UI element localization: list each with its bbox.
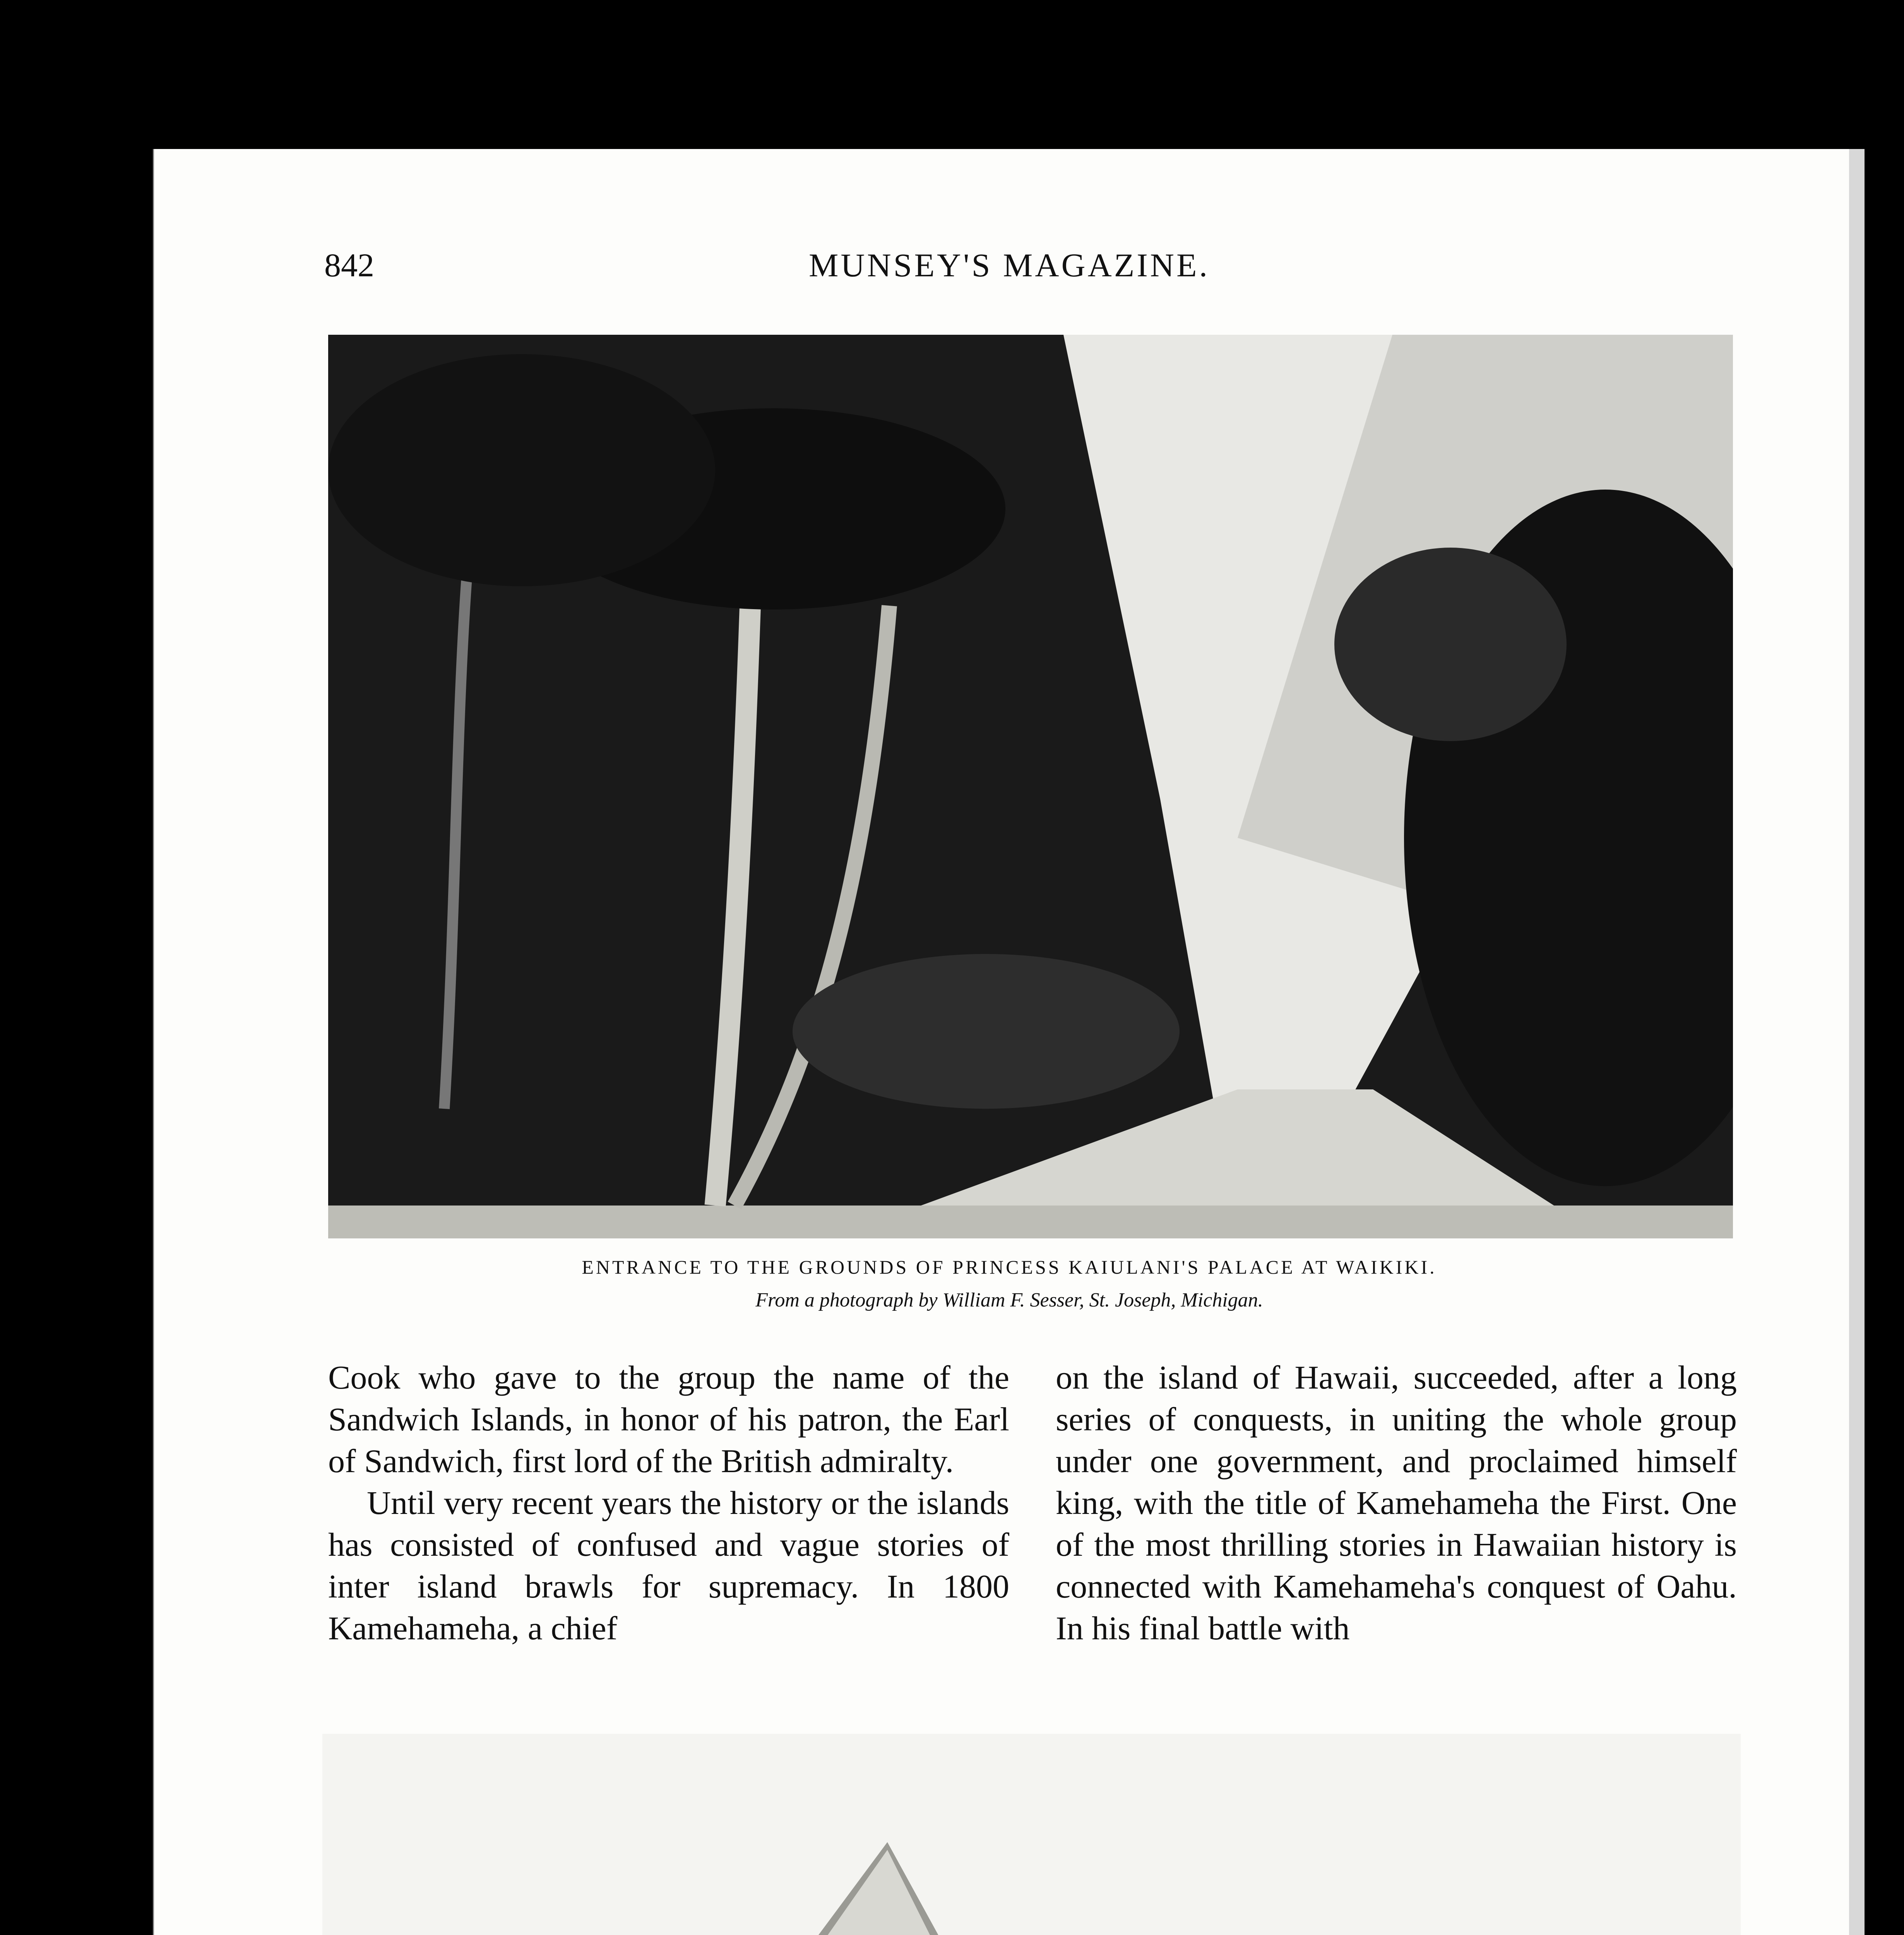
paragraph: on the island of Hawaii, succeeded, after a long series of conquests, in uniting the whole group under one government, and proclaimed himself king, with the title of Kamehameha the First. One of the most thrilling stories in Hawaiian history is connected with Kamehameha's conquest of Oahu. In his final battle with — [1056, 1359, 1737, 1647]
palace-entrance-photo — [328, 335, 1733, 1238]
text-column-left — [328, 1356, 1009, 1649]
page-header — [154, 246, 1865, 300]
bathing-houses-drawing — [322, 1734, 1741, 1935]
figure1-caption: ENTRANCE TO THE GROUNDS OF PRINCESS KAIULANI'S PALACE AT WAIKIKI. — [582, 1256, 1437, 1278]
figure1-credit: From a photograph by William F. Sesser, St. Joseph, Michigan. — [755, 1289, 1263, 1311]
paragraph: Cook who gave to the group the name of the Sandwich Islands, in honor of his patron, the Earl of Sandwich, first lord of the British admiralty. — [328, 1359, 1009, 1480]
magazine-page — [153, 149, 1865, 1935]
paragraph: Until very recent years the history or the islands has consisted of confused and vague stories of inter island brawls for supremacy. In 1800 Kamehameha, a chief — [328, 1484, 1009, 1647]
page-edge — [1849, 149, 1865, 1935]
magazine-title: MUNSEY'S MAGAZINE. — [808, 247, 1210, 284]
text-column-right — [1056, 1356, 1737, 1649]
page-number: 842 — [324, 247, 374, 284]
